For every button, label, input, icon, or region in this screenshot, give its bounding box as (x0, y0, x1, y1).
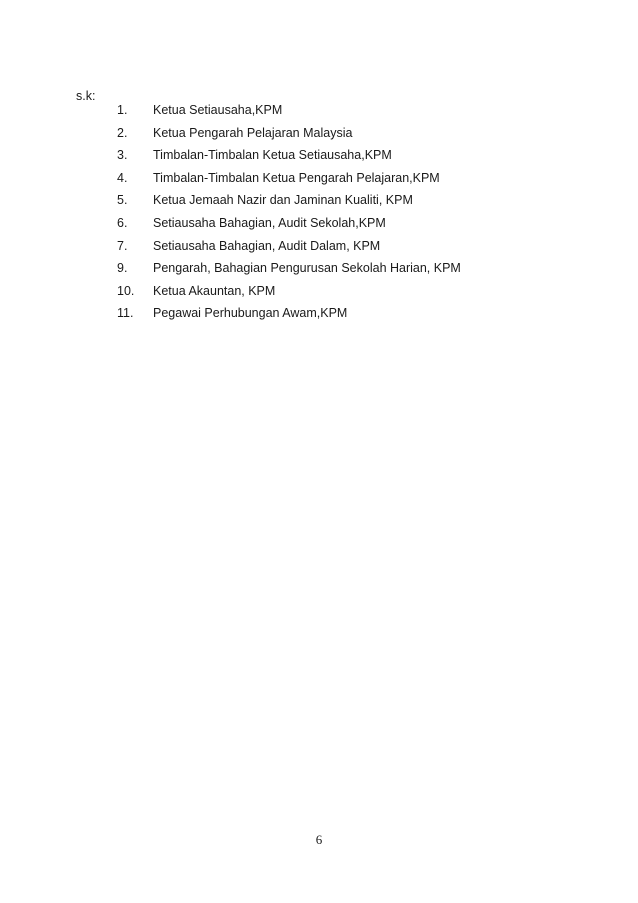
list-item (0, 238, 638, 261)
item-number: 7. (117, 238, 128, 253)
item-text: Setiausaha Bahagian, Audit Dalam, KPM (153, 238, 381, 253)
item-number: 11. (117, 306, 134, 321)
list-item (0, 192, 638, 215)
list-item (0, 170, 638, 193)
item-text: Ketua Akauntan, KPM (153, 283, 276, 298)
item-number: 1. (117, 103, 128, 117)
item-number: 5. (117, 193, 128, 208)
item-text: Timbalan-Timbalan Ketua Pengarah Pelajaran,KPM (153, 170, 440, 185)
item-text: Setiausaha Bahagian, Audit Sekolah,KPM (153, 215, 386, 230)
item-number: 3. (117, 148, 128, 163)
item-text: Ketua Pengarah Pelajaran Malaysia (153, 125, 353, 140)
item-text: Timbalan-Timbalan Ketua Setiausaha,KPM (153, 148, 392, 163)
item-number: 6. (117, 215, 128, 230)
list-item (0, 215, 638, 238)
list-item (0, 102, 638, 125)
sk-label: s.k: (76, 89, 96, 103)
item-text: Ketua Jemaah Nazir dan Jaminan Kualiti, KPM (153, 193, 413, 208)
page-number: 6 (315, 832, 323, 847)
item-number: 9. (117, 261, 128, 276)
item-text: Pengarah, Bahagian Pengurusan Sekolah Harian, KPM (153, 261, 461, 276)
item-text: Pegawai Perhubungan Awam,KPM (153, 306, 348, 321)
item-number: 2. (117, 125, 128, 140)
list-item (0, 125, 638, 148)
list-item (0, 260, 638, 283)
item-text: Ketua Setiausaha,KPM (153, 103, 283, 117)
list-item (0, 147, 638, 170)
list-item (0, 305, 638, 328)
list-item (0, 283, 638, 306)
recipient-list (0, 102, 638, 328)
item-number: 10. (117, 283, 135, 298)
item-number: 4. (117, 170, 128, 185)
